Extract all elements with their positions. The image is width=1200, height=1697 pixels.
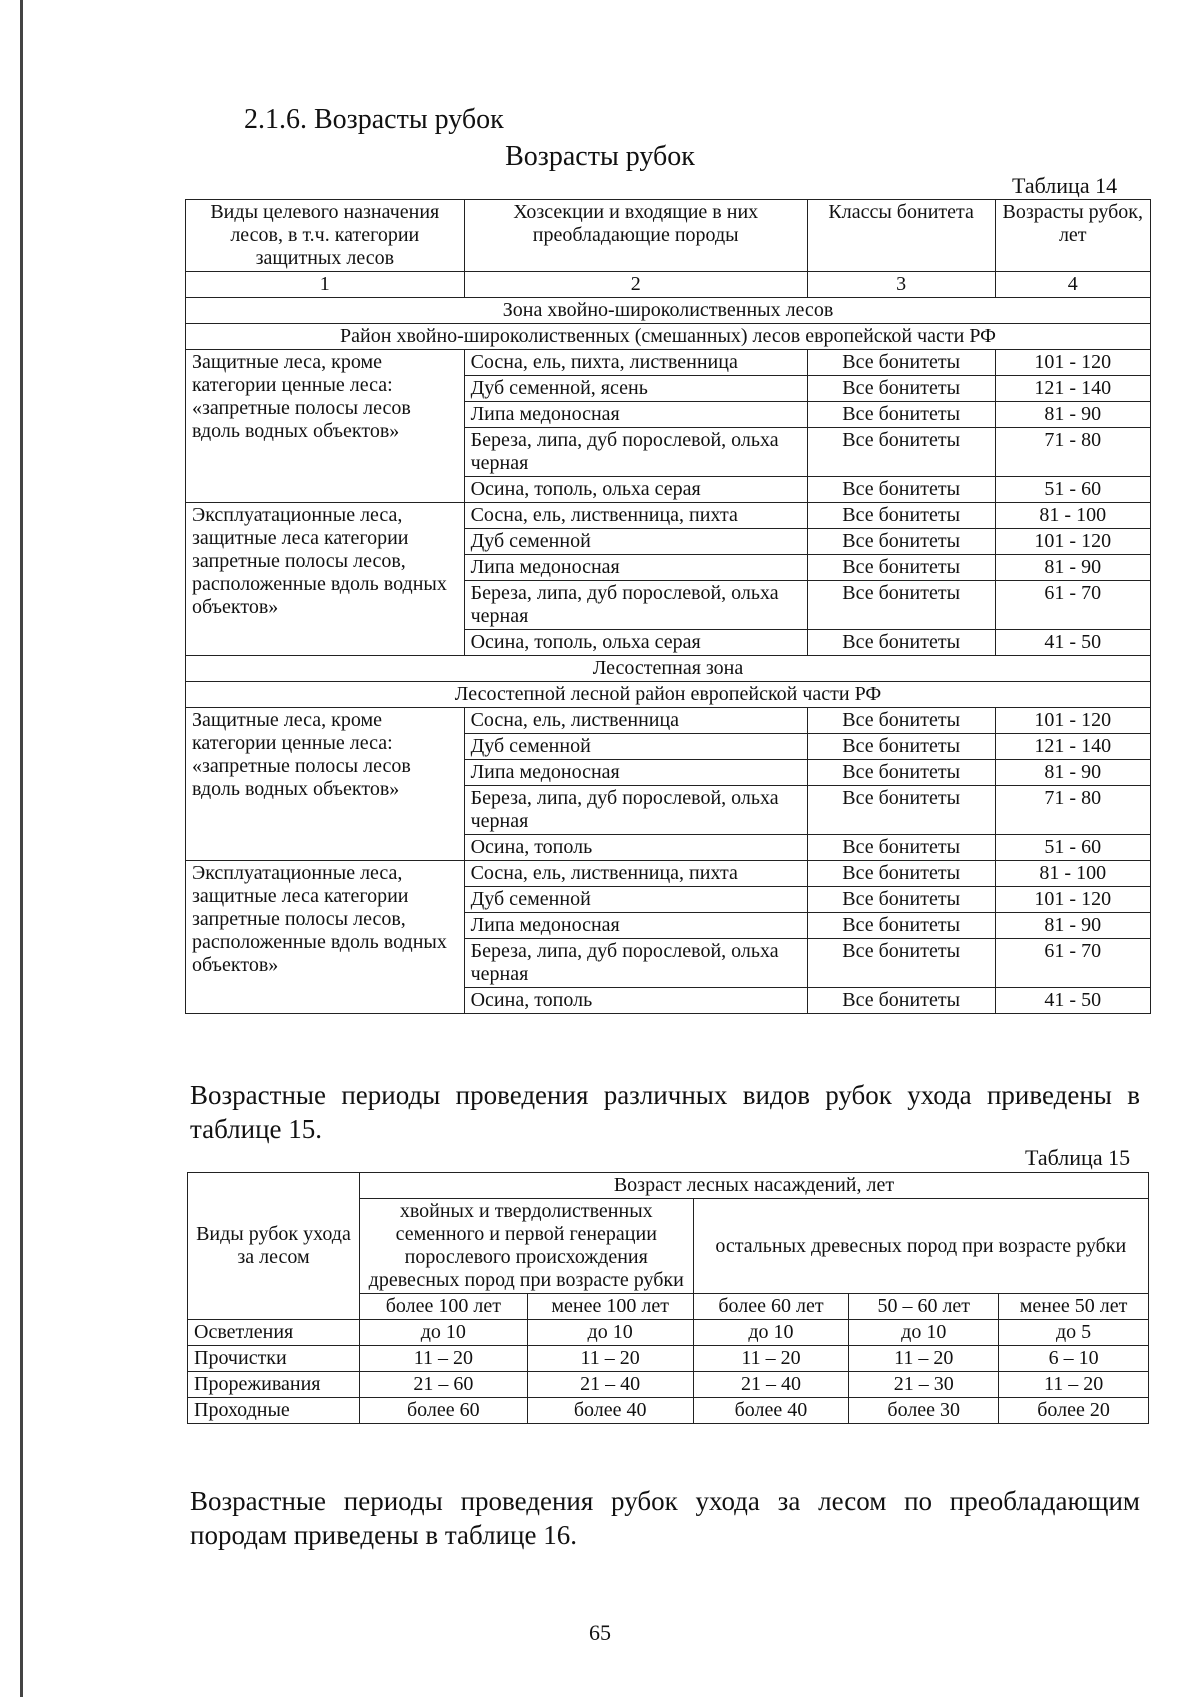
age-cell: 121 - 140 bbox=[995, 376, 1150, 402]
value-cell: 6 – 10 bbox=[999, 1346, 1149, 1372]
bonitet-cell: Все бонитеты bbox=[807, 988, 995, 1014]
zone-heading: Лесостепная зона bbox=[186, 656, 1151, 682]
zone-heading: Зона хвойно-широколиственных лесов bbox=[186, 298, 1151, 324]
table-15 bbox=[187, 1172, 1149, 1424]
age-cell: 81 - 90 bbox=[995, 555, 1150, 581]
species-cell: Липа медоносная bbox=[464, 913, 807, 939]
species-cell: Береза, липа, дуб порослевой, ольха черная bbox=[464, 581, 807, 630]
age-cell: 81 - 90 bbox=[995, 402, 1150, 428]
age-cell: 51 - 60 bbox=[995, 835, 1150, 861]
thinning-type-cell: Осветления bbox=[188, 1320, 360, 1346]
age-cell: 71 - 80 bbox=[995, 428, 1150, 477]
table-row bbox=[186, 708, 1151, 734]
bonitet-cell: Все бонитеты bbox=[807, 402, 995, 428]
species-cell: Сосна, ель, пихта, лиственница bbox=[464, 350, 807, 376]
value-cell: 11 – 20 bbox=[999, 1372, 1149, 1398]
bonitet-cell: Все бонитеты bbox=[807, 835, 995, 861]
table-header-row bbox=[186, 200, 1151, 272]
column-number-row bbox=[186, 272, 1151, 298]
species-cell: Осина, тополь, ольха серая bbox=[464, 630, 807, 656]
bonitet-cell: Все бонитеты bbox=[807, 428, 995, 477]
table-row bbox=[188, 1398, 1149, 1424]
value-cell: более 20 bbox=[999, 1398, 1149, 1424]
species-cell: Сосна, ель, лиственница bbox=[464, 708, 807, 734]
age-cell: 81 - 90 bbox=[995, 760, 1150, 786]
value-cell: 21 – 60 bbox=[359, 1372, 527, 1398]
species-cell: Дуб семенной, ясень bbox=[464, 376, 807, 402]
table-row bbox=[186, 503, 1151, 529]
table-row bbox=[188, 1346, 1149, 1372]
column-number: 4 bbox=[995, 272, 1150, 298]
age-cell: 41 - 50 bbox=[995, 988, 1150, 1014]
value-cell: до 10 bbox=[849, 1320, 999, 1346]
bonitet-cell: Все бонитеты bbox=[807, 581, 995, 630]
bonitet-cell: Все бонитеты bbox=[807, 734, 995, 760]
subcolumn-header: менее 100 лет bbox=[527, 1294, 693, 1320]
value-cell: более 40 bbox=[693, 1398, 849, 1424]
age-cell: 61 - 70 bbox=[995, 939, 1150, 988]
species-cell: Береза, липа, дуб порослевой, ольха черная bbox=[464, 939, 807, 988]
value-cell: до 10 bbox=[527, 1320, 693, 1346]
bonitet-cell: Все бонитеты bbox=[807, 630, 995, 656]
region-heading: Лесостепной лесной район европейской части РФ bbox=[186, 682, 1151, 708]
age-cell: 51 - 60 bbox=[995, 477, 1150, 503]
table-row bbox=[188, 1372, 1149, 1398]
age-cell: 101 - 120 bbox=[995, 887, 1150, 913]
bonitet-cell: Все бонитеты bbox=[807, 708, 995, 734]
header-cell: Виды целевого назначения лесов, в т.ч. категории защитных лесов bbox=[186, 200, 465, 272]
species-cell: Осина, тополь bbox=[464, 835, 807, 861]
top-header-cell: Возраст лесных насаждений, лет bbox=[359, 1173, 1148, 1199]
age-cell: 71 - 80 bbox=[995, 786, 1150, 835]
scan-edge-line bbox=[20, 0, 23, 1697]
header-cell: Классы бонитета bbox=[807, 200, 995, 272]
species-cell: Липа медоносная bbox=[464, 760, 807, 786]
thinning-type-cell: Прочистки bbox=[188, 1346, 360, 1372]
table-15-label: Таблица 15 bbox=[1025, 1145, 1131, 1170]
bonitet-cell: Все бонитеты bbox=[807, 529, 995, 555]
species-cell: Дуб семенной bbox=[464, 734, 807, 760]
species-cell: Осина, тополь, ольха серая bbox=[464, 477, 807, 503]
bonitet-cell: Все бонитеты bbox=[807, 555, 995, 581]
region-heading: Район хвойно-широколиственных (смешанных) лесов европейской части РФ bbox=[186, 324, 1151, 350]
age-cell: 61 - 70 bbox=[995, 581, 1150, 630]
table-row bbox=[186, 350, 1151, 376]
category-cell: Эксплуатационные леса, защитные леса категории запретные полосы лесов, расположенные вдоль водных объектов» bbox=[186, 503, 465, 656]
species-cell: Осина, тополь bbox=[464, 988, 807, 1014]
thinning-type-cell: Прореживания bbox=[188, 1372, 360, 1398]
column-number: 1 bbox=[186, 272, 465, 298]
table-row bbox=[188, 1320, 1149, 1346]
group-a-header: хвойных и твердолиственных семенного и первой генерации порослевого происхождения древесных пород при возрасте рубки bbox=[359, 1199, 693, 1294]
subcolumn-header: более 100 лет bbox=[359, 1294, 527, 1320]
section-heading: 2.1.6. Возрасты рубок bbox=[244, 104, 504, 135]
age-cell: 101 - 120 bbox=[995, 708, 1150, 734]
value-cell: более 60 bbox=[359, 1398, 527, 1424]
species-cell: Липа медоносная bbox=[464, 402, 807, 428]
species-cell: Береза, липа, дуб порослевой, ольха черная bbox=[464, 786, 807, 835]
paragraph-2: Возрастные периоды проведения рубок ухода за лесом по преобладающим породам приведены в таблице 16. bbox=[190, 1486, 1140, 1550]
bonitet-cell: Все бонитеты bbox=[807, 861, 995, 887]
category-cell: Защитные леса, кроме категории ценные леса: «запретные полосы лесов вдоль водных объектов» bbox=[186, 350, 465, 503]
value-cell: до 10 bbox=[693, 1320, 849, 1346]
header-cell: Хозсекции и входящие в них преобладающие породы bbox=[464, 200, 807, 272]
value-cell: 21 – 40 bbox=[693, 1372, 849, 1398]
category-cell: Защитные леса, кроме категории ценные леса: «запретные полосы лесов вдоль водных объектов» bbox=[186, 708, 465, 861]
species-cell: Дуб семенной bbox=[464, 887, 807, 913]
value-cell: до 5 bbox=[999, 1320, 1149, 1346]
value-cell: до 10 bbox=[359, 1320, 527, 1346]
table-14-label: Таблица 14 bbox=[1012, 173, 1118, 198]
page-number: 65 bbox=[589, 1620, 611, 1645]
age-cell: 101 - 120 bbox=[995, 350, 1150, 376]
bonitet-cell: Все бонитеты bbox=[807, 913, 995, 939]
table-row bbox=[186, 861, 1151, 887]
paragraph-1: Возрастные периоды проведения различных видов рубок ухода приведены в таблице 15. bbox=[190, 1080, 1140, 1144]
age-cell: 121 - 140 bbox=[995, 734, 1150, 760]
column-number: 2 bbox=[464, 272, 807, 298]
value-cell: 11 – 20 bbox=[693, 1346, 849, 1372]
age-cell: 101 - 120 bbox=[995, 529, 1150, 555]
table-14 bbox=[185, 199, 1151, 1014]
bonitet-cell: Все бонитеты bbox=[807, 350, 995, 376]
table-title: Возрасты рубок bbox=[505, 141, 695, 172]
value-cell: более 40 bbox=[527, 1398, 693, 1424]
bonitet-cell: Все бонитеты bbox=[807, 760, 995, 786]
value-cell: 21 – 40 bbox=[527, 1372, 693, 1398]
value-cell: 11 – 20 bbox=[359, 1346, 527, 1372]
subcolumn-header: более 60 лет bbox=[693, 1294, 849, 1320]
bonitet-cell: Все бонитеты bbox=[807, 887, 995, 913]
value-cell: 11 – 20 bbox=[527, 1346, 693, 1372]
age-cell: 81 - 90 bbox=[995, 913, 1150, 939]
category-cell: Эксплуатационные леса, защитные леса категории запретные полосы лесов, расположенные вдоль водных объектов» bbox=[186, 861, 465, 1014]
bonitet-cell: Все бонитеты bbox=[807, 477, 995, 503]
species-cell: Сосна, ель, лиственница, пихта bbox=[464, 861, 807, 887]
species-cell: Липа медоносная bbox=[464, 555, 807, 581]
age-cell: 81 - 100 bbox=[995, 503, 1150, 529]
subcolumn-header: менее 50 лет bbox=[999, 1294, 1149, 1320]
bonitet-cell: Все бонитеты bbox=[807, 786, 995, 835]
thinning-type-cell: Проходные bbox=[188, 1398, 360, 1424]
bonitet-cell: Все бонитеты bbox=[807, 939, 995, 988]
group-b-header: остальных древесных пород при возрасте рубки bbox=[693, 1199, 1148, 1294]
bonitet-cell: Все бонитеты bbox=[807, 376, 995, 402]
header-cell: Возрасты рубок, лет bbox=[995, 200, 1150, 272]
column-number: 3 bbox=[807, 272, 995, 298]
age-cell: 81 - 100 bbox=[995, 861, 1150, 887]
value-cell: 11 – 20 bbox=[849, 1346, 999, 1372]
value-cell: более 30 bbox=[849, 1398, 999, 1424]
bonitet-cell: Все бонитеты bbox=[807, 503, 995, 529]
row-header-cell: Виды рубок ухода за лесом bbox=[188, 1173, 360, 1320]
age-cell: 41 - 50 bbox=[995, 630, 1150, 656]
subcolumn-header: 50 – 60 лет bbox=[849, 1294, 999, 1320]
species-cell: Береза, липа, дуб порослевой, ольха черная bbox=[464, 428, 807, 477]
species-cell: Дуб семенной bbox=[464, 529, 807, 555]
value-cell: 21 – 30 bbox=[849, 1372, 999, 1398]
species-cell: Сосна, ель, лиственница, пихта bbox=[464, 503, 807, 529]
